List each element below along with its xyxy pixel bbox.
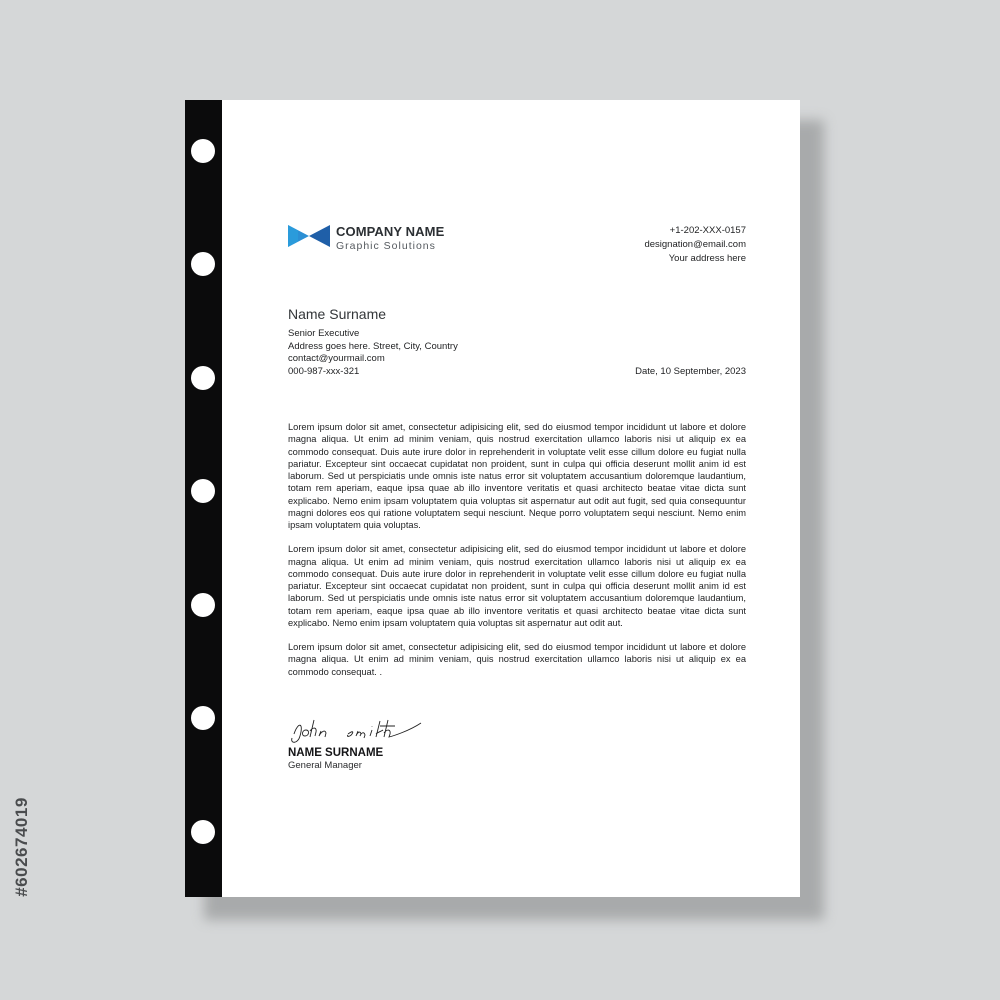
binder-hole: [191, 366, 215, 390]
binder-strip: [185, 100, 222, 897]
signer-title: General Manager: [288, 760, 362, 771]
company-text: [336, 224, 444, 253]
sender-contact: [644, 224, 746, 266]
letter-content: [288, 100, 746, 897]
recipient-address: Address goes here. Street, City, Country: [288, 340, 458, 352]
binder-hole: [191, 820, 215, 844]
binder-hole: [191, 479, 215, 503]
stock-id-label: [7, 762, 37, 932]
binder-hole: [191, 706, 215, 730]
company-logo: [288, 224, 444, 253]
binder-hole: [191, 252, 215, 276]
body-paragraph: Lorem ipsum dolor sit amet, consectetur adipisicing elit, sed do eiusmod tempor incididunt ut labore et dolore magna aliqua. Ut enim ad minim veniam, quis nostrud exercitation ullamco laboris nisi ut aliquip ex ea commodo consequat. Duis aute irure dolor in reprehenderit in voluptate velit esse cillum dolore eu fugiat nulla pariatur. Excepteur sint occaecat cupidatat non proident, sunt in culpa qui officia deserunt mollit anim id est laborum. Sed ut perspiciatis unde omnis iste natus error sit voluptatem accusantium doloremque laudantium, totam rem aperiam, eaque ipsa quae ab illo inventore veritatis et quasi architecto beatae vitae dicta sunt explicabo. Nemo enim ipsam voluptatem quia voluptas sit aspernatur aut odit aut.: [288, 544, 746, 628]
bowtie-logo-icon: [288, 224, 330, 248]
handwritten-signature: [288, 712, 483, 746]
body-paragraph: Lorem ipsum dolor sit amet, consectetur adipisicing elit, sed do eiusmod tempor incididunt ut labore et dolore magna aliqua. Ut enim ad minim veniam, quis nostrud exercitation ullamco laboris nisi ut aliquip ex ea commodo consequat. Duis aute irure dolor in reprehenderit in voluptate velit esse cillum dolore eu fugiat nulla pariatur. Excepteur sint occaecat cupidatat non proident, sunt in culpa qui officia deserunt mollit anim id est laborum. Sed ut perspiciatis unde omnis iste natus error sit voluptatem accusantium doloremque laudantium, totam rem aperiam, eaque ipsa quae ab illo inventore veritatis et quasi architecto beatae vitae dicta sunt explicabo. Nemo enim ipsam voluptatem quia voluptas sit aspernatur aut odit aut fugit, sed quia consequuntur magni dolores eos qui ratione voluptatem sequi nesciunt. Neque porro voluptatem sequi nesciunt. Nemo enim ipsam voluptatem quia voluptas.: [288, 422, 746, 530]
recipient-title: Senior Executive: [288, 328, 360, 339]
sender-email: designation@email.com: [644, 239, 746, 250]
sender-phone: +1-202-XXX-0157: [669, 225, 746, 236]
body-paragraph: Lorem ipsum dolor sit amet, consectetur adipisicing elit, sed do eiusmod tempor incididunt ut labore et dolore magna aliqua. Ut enim ad minim veniam, quis nostrud exercitation ullamco laboris nisi ut aliquip ex ea commodo consequat. .: [288, 642, 746, 677]
recipient-email: contact@yourmail.com: [288, 353, 385, 364]
company-name: COMPANY NAME: [336, 224, 445, 239]
letter-date: Date, 10 September, 2023: [635, 366, 746, 377]
letter-body: [288, 421, 746, 690]
recipient-name: Name Surname: [288, 306, 387, 322]
recipient-phone: 000-987-xxx-321: [288, 365, 360, 377]
binder-hole: [191, 139, 215, 163]
signature-block: [288, 712, 483, 772]
letterhead-page: [185, 100, 800, 897]
stock-id-text: #602674019: [12, 797, 32, 897]
binder-hole: [191, 593, 215, 617]
signer-name: NAME SURNAME: [288, 747, 384, 759]
company-tagline: Graphic Solutions: [336, 240, 436, 252]
sender-address: Your address here: [668, 253, 746, 264]
